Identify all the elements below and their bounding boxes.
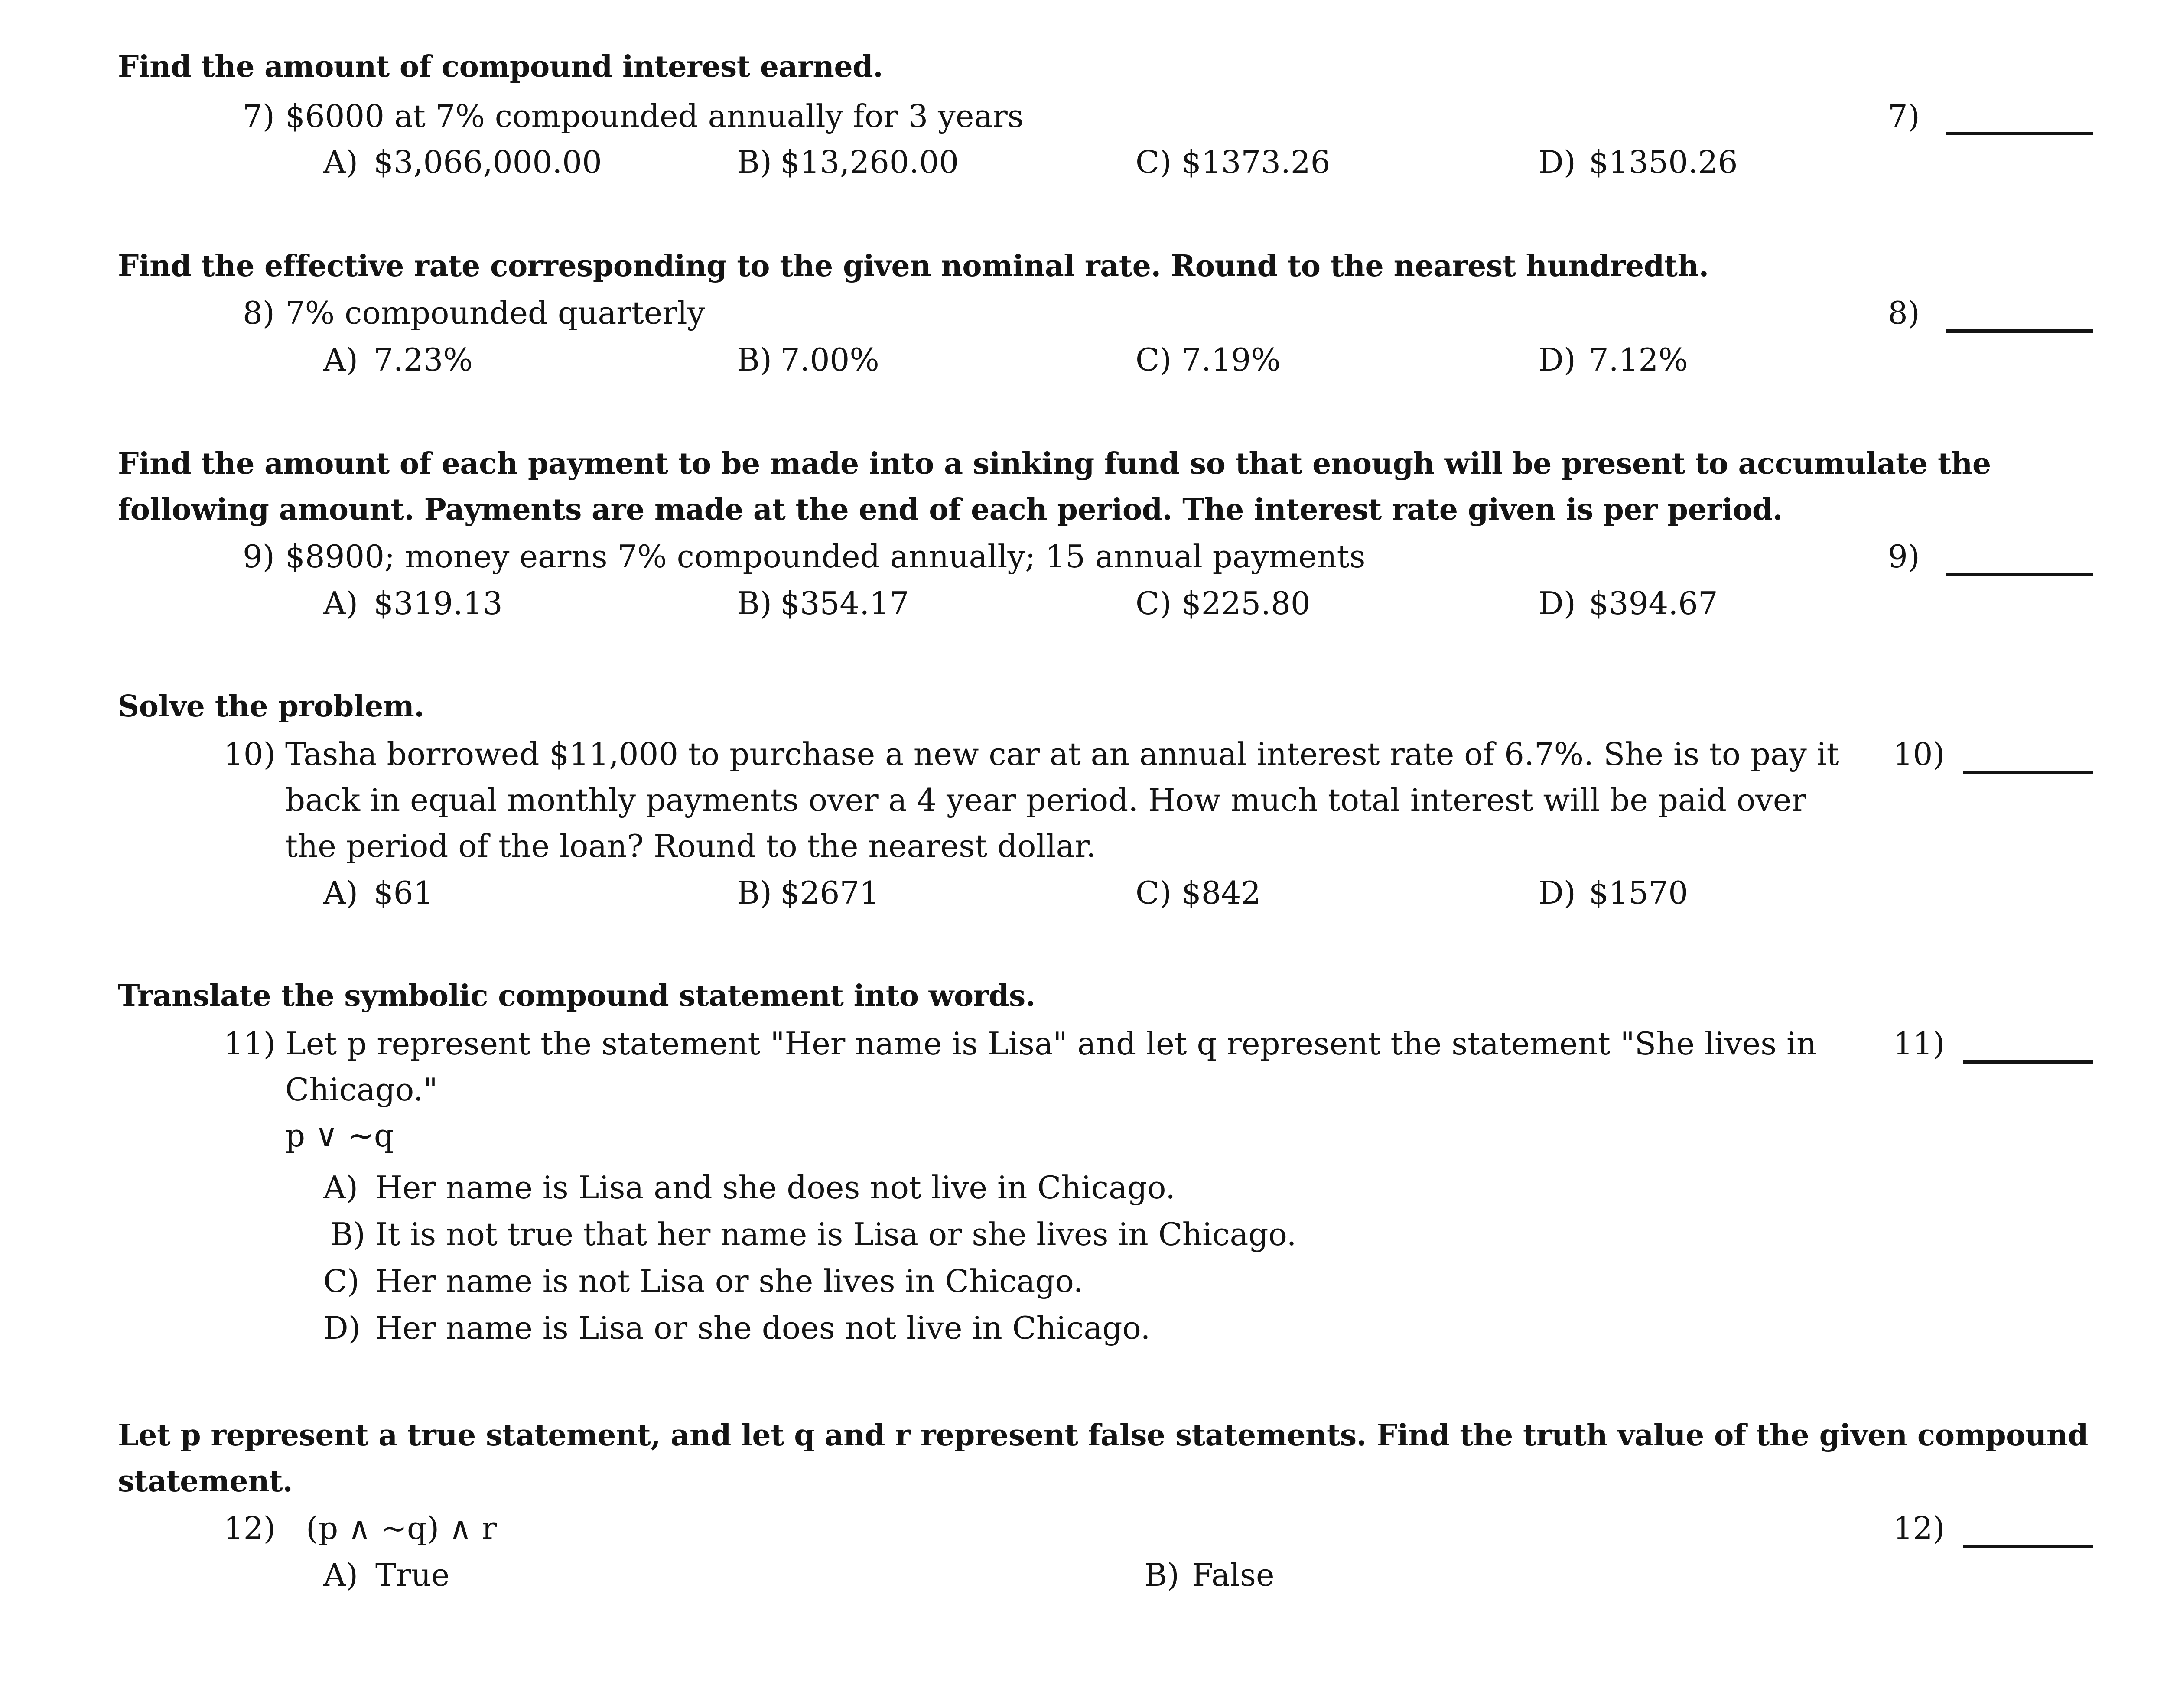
question-10-line-3: the period of the loan? Round to the nearest dollar. <box>285 828 1096 864</box>
answer-10-blank[interactable] <box>1963 771 2093 774</box>
question-8-number: 8) <box>243 295 275 331</box>
q11-choice-c-text: Her name is not Lisa or she lives in Chicago. <box>375 1263 1084 1299</box>
answer-7-blank[interactable] <box>1946 132 2093 135</box>
answer-11-blank[interactable] <box>1963 1060 2093 1064</box>
q11-choice-c-letter: C) <box>323 1263 360 1299</box>
q12-choice-b-letter: B) <box>1144 1557 1179 1593</box>
q9-choice-b-text: $354.17 <box>780 585 909 621</box>
q7-choice-a-text: $3,066,000.00 <box>374 144 602 180</box>
q8-choice-a-text: 7.23% <box>374 342 473 378</box>
q11-choice-a-letter: A) <box>323 1169 358 1206</box>
q8-choice-b-letter: B) <box>737 342 772 378</box>
q7-choice-b-text: $13,260.00 <box>780 144 959 180</box>
q10-choice-b-text: $2671 <box>780 875 880 911</box>
section-12-instruction-line-1: Let p represent a true statement, and let q and r represent false statements. Find the truth value of the given compound <box>118 1418 2088 1453</box>
section-10-instruction: Solve the problem. <box>118 689 424 724</box>
question-8-text: 7% compounded quarterly <box>285 295 705 331</box>
answer-10-label: 10) <box>1893 736 1945 772</box>
answer-7-label: 7) <box>1888 98 1920 134</box>
question-12-number: 12) <box>224 1510 276 1546</box>
q9-choice-b-letter: B) <box>737 585 772 621</box>
q12-choice-a-text: True <box>375 1557 450 1593</box>
question-11-number: 11) <box>224 1025 276 1062</box>
answer-12-blank[interactable] <box>1963 1545 2093 1548</box>
q10-choice-d-letter: D) <box>1539 875 1576 911</box>
question-9-number: 9) <box>243 538 275 575</box>
question-7-text: $6000 at 7% compounded annually for 3 years <box>285 98 1024 134</box>
q7-choice-d-letter: D) <box>1539 144 1576 180</box>
q10-choice-c-letter: C) <box>1136 875 1172 911</box>
q10-choice-c-text: $842 <box>1181 875 1261 911</box>
question-11-line-1: Let p represent the statement "Her name is Lisa" and let q represent the statement "She lives in <box>285 1025 1817 1062</box>
question-10-line-1: Tasha borrowed $11,000 to purchase a new car at an annual interest rate of 6.7%. She is to pay it <box>285 736 1839 772</box>
q7-choice-c-text: $1373.26 <box>1181 144 1331 180</box>
q9-choice-d-letter: D) <box>1539 585 1576 621</box>
question-10-number: 10) <box>224 736 276 772</box>
q11-choice-b-letter: B) <box>330 1216 365 1253</box>
q7-choice-a-letter: A) <box>323 144 358 180</box>
q9-choice-d-text: $394.67 <box>1589 585 1718 621</box>
answer-9-blank[interactable] <box>1946 573 2093 576</box>
question-12-expression: (p ∧ ~q) ∧ r <box>306 1510 497 1546</box>
q11-choice-a-text: Her name is Lisa and she does not live in Chicago. <box>375 1169 1176 1206</box>
q8-choice-b-text: 7.00% <box>780 342 879 378</box>
question-9-text: $8900; money earns 7% compounded annually; 15 annual payments <box>285 538 1366 575</box>
answer-9-label: 9) <box>1888 538 1920 575</box>
q12-choice-b-text: False <box>1192 1557 1275 1593</box>
q10-choice-b-letter: B) <box>737 875 772 911</box>
section-12-instruction-line-2: statement. <box>118 1464 293 1499</box>
section-11-instruction: Translate the symbolic compound statement into words. <box>118 979 1035 1013</box>
answer-12-label: 12) <box>1893 1510 1945 1546</box>
q9-choice-c-text: $225.80 <box>1181 585 1311 621</box>
q11-choice-b-text: It is not true that her name is Lisa or she lives in Chicago. <box>375 1216 1297 1253</box>
q8-choice-c-text: 7.19% <box>1181 342 1281 378</box>
q8-choice-c-letter: C) <box>1136 342 1172 378</box>
q7-choice-c-letter: C) <box>1136 144 1172 180</box>
q8-choice-d-text: 7.12% <box>1589 342 1688 378</box>
q8-choice-a-letter: A) <box>323 342 358 378</box>
q12-choice-a-letter: A) <box>323 1557 358 1593</box>
section-9-instruction-line-2: following amount. Payments are made at the end of each period. The interest rate given is per period. <box>118 492 1783 527</box>
q10-choice-d-text: $1570 <box>1589 875 1689 911</box>
q9-choice-a-text: $319.13 <box>374 585 503 621</box>
q11-choice-d-letter: D) <box>323 1310 361 1346</box>
q10-choice-a-letter: A) <box>323 875 358 911</box>
q10-choice-a-text: $61 <box>374 875 433 911</box>
question-7-number: 7) <box>243 98 275 134</box>
q9-choice-c-letter: C) <box>1136 585 1172 621</box>
section-8-instruction: Find the effective rate corresponding to the given nominal rate. Round to the nearest hundredth. <box>118 249 1709 283</box>
q11-choice-d-text: Her name is Lisa or she does not live in Chicago. <box>375 1310 1151 1346</box>
question-11-expression: p ∨ ~q <box>285 1117 394 1154</box>
q7-choice-d-text: $1350.26 <box>1589 144 1738 180</box>
question-10-line-2: back in equal monthly payments over a 4 year period. How much total interest will be paid over <box>285 782 1806 818</box>
question-11-line-2: Chicago." <box>285 1071 438 1108</box>
answer-8-label: 8) <box>1888 295 1920 331</box>
answer-8-blank[interactable] <box>1946 329 2093 333</box>
q7-choice-b-letter: B) <box>737 144 772 180</box>
q9-choice-a-letter: A) <box>323 585 358 621</box>
answer-11-label: 11) <box>1893 1025 1945 1062</box>
section-7-instruction: Find the amount of compound interest earned. <box>118 49 883 84</box>
section-9-instruction-line-1: Find the amount of each payment to be made into a sinking fund so that enough will be present to accumulate the <box>118 446 1991 481</box>
q8-choice-d-letter: D) <box>1539 342 1576 378</box>
